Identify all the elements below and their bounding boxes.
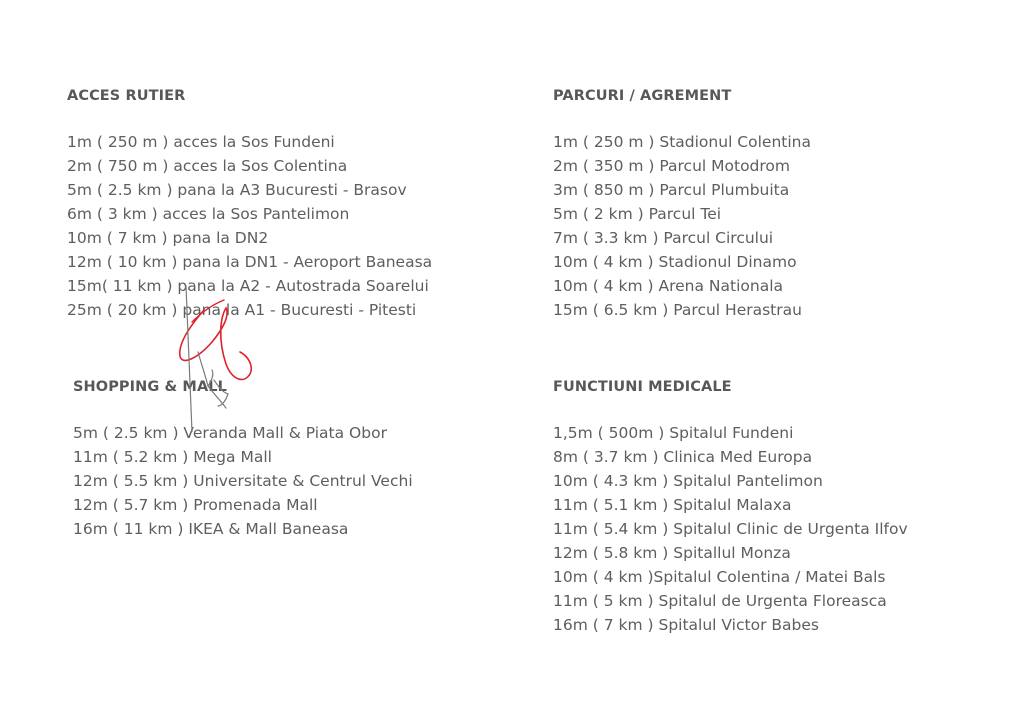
list-parcuri-agrement: [553, 130, 811, 322]
list-item: 7m ( 3.3 km ) Parcul Circului: [553, 229, 774, 247]
list-item: 11m ( 5.1 km ) Spitalul Malaxa: [553, 496, 792, 514]
list-item: 11m ( 5.4 km ) Spitalul Clinic de Urgenta Ilfov: [553, 520, 908, 538]
list-item: 16m ( 11 km ) IKEA & Mall Baneasa: [73, 520, 349, 538]
list-item: 12m ( 5.7 km ) Promenada Mall: [73, 496, 318, 514]
section-acces-rutier: [67, 86, 432, 322]
list-item: 6m ( 3 km ) acces la Sos Pantelimon: [67, 205, 350, 223]
list-item: 25m ( 20 km ) pana la A1 - Bucuresti - Pitesti: [67, 301, 417, 319]
list-item: 12m ( 5.5 km ) Universitate & Centrul Vechi: [73, 472, 413, 490]
list-item: 10m ( 4 km )Spitalul Colentina / Matei Bals: [553, 568, 886, 586]
list-item: 10m ( 7 km ) pana la DN2: [67, 229, 269, 247]
list-item: 5m ( 2.5 km ) pana la A3 Bucuresti - Brasov: [67, 181, 407, 199]
list-shopping-mall: [73, 421, 413, 541]
list-functiuni-medicale: [553, 421, 908, 637]
list-item: 16m ( 7 km ) Spitalul Victor Babes: [553, 616, 819, 634]
list-item: 10m ( 4.3 km ) Spitalul Pantelimon: [553, 472, 823, 490]
list-item: 5m ( 2.5 km ) Veranda Mall & Piata Obor: [73, 424, 387, 442]
list-item: 10m ( 4 km ) Arena Nationala: [553, 277, 783, 295]
list-item: 11m ( 5.2 km ) Mega Mall: [73, 448, 272, 466]
list-item: 12m ( 5.8 km ) Spitallul Monza: [553, 544, 791, 562]
list-item: 8m ( 3.7 km ) Clinica Med Europa: [553, 448, 813, 466]
section-title: FUNCTIUNI MEDICALE: [553, 379, 732, 395]
list-item: 15m ( 6.5 km ) Parcul Herastrau: [553, 301, 802, 319]
list-item: 1m ( 250 m ) Stadionul Colentina: [553, 133, 811, 151]
list-item: 3m ( 850 m ) Parcul Plumbuita: [553, 181, 790, 199]
list-item: 11m ( 5 km ) Spitalul de Urgenta Floreasca: [553, 592, 887, 610]
section-title: SHOPPING & MALL: [73, 379, 227, 395]
list-item: 1,5m ( 500m ) Spitalul Fundeni: [553, 424, 794, 442]
list-item: 2m ( 350 m ) Parcul Motodrom: [553, 157, 791, 175]
section-title: PARCURI / AGREMENT: [553, 88, 732, 104]
section-shopping-mall: [73, 377, 413, 541]
list-item: 5m ( 2 km ) Parcul Tei: [553, 205, 722, 223]
section-parcuri-agrement: [553, 86, 811, 322]
list-acces-rutier: [67, 130, 432, 322]
list-item: 1m ( 250 m ) acces la Sos Fundeni: [67, 133, 335, 151]
list-item: 15m( 11 km ) pana la A2 - Autostrada Soarelui: [67, 277, 429, 295]
list-item: 2m ( 750 m ) acces la Sos Colentina: [67, 157, 348, 175]
list-item: 12m ( 10 km ) pana la DN1 - Aeroport Baneasa: [67, 253, 433, 271]
list-item: 10m ( 4 km ) Stadionul Dinamo: [553, 253, 797, 271]
section-functiuni-medicale: [553, 377, 908, 637]
section-title: ACCES RUTIER: [67, 88, 186, 104]
